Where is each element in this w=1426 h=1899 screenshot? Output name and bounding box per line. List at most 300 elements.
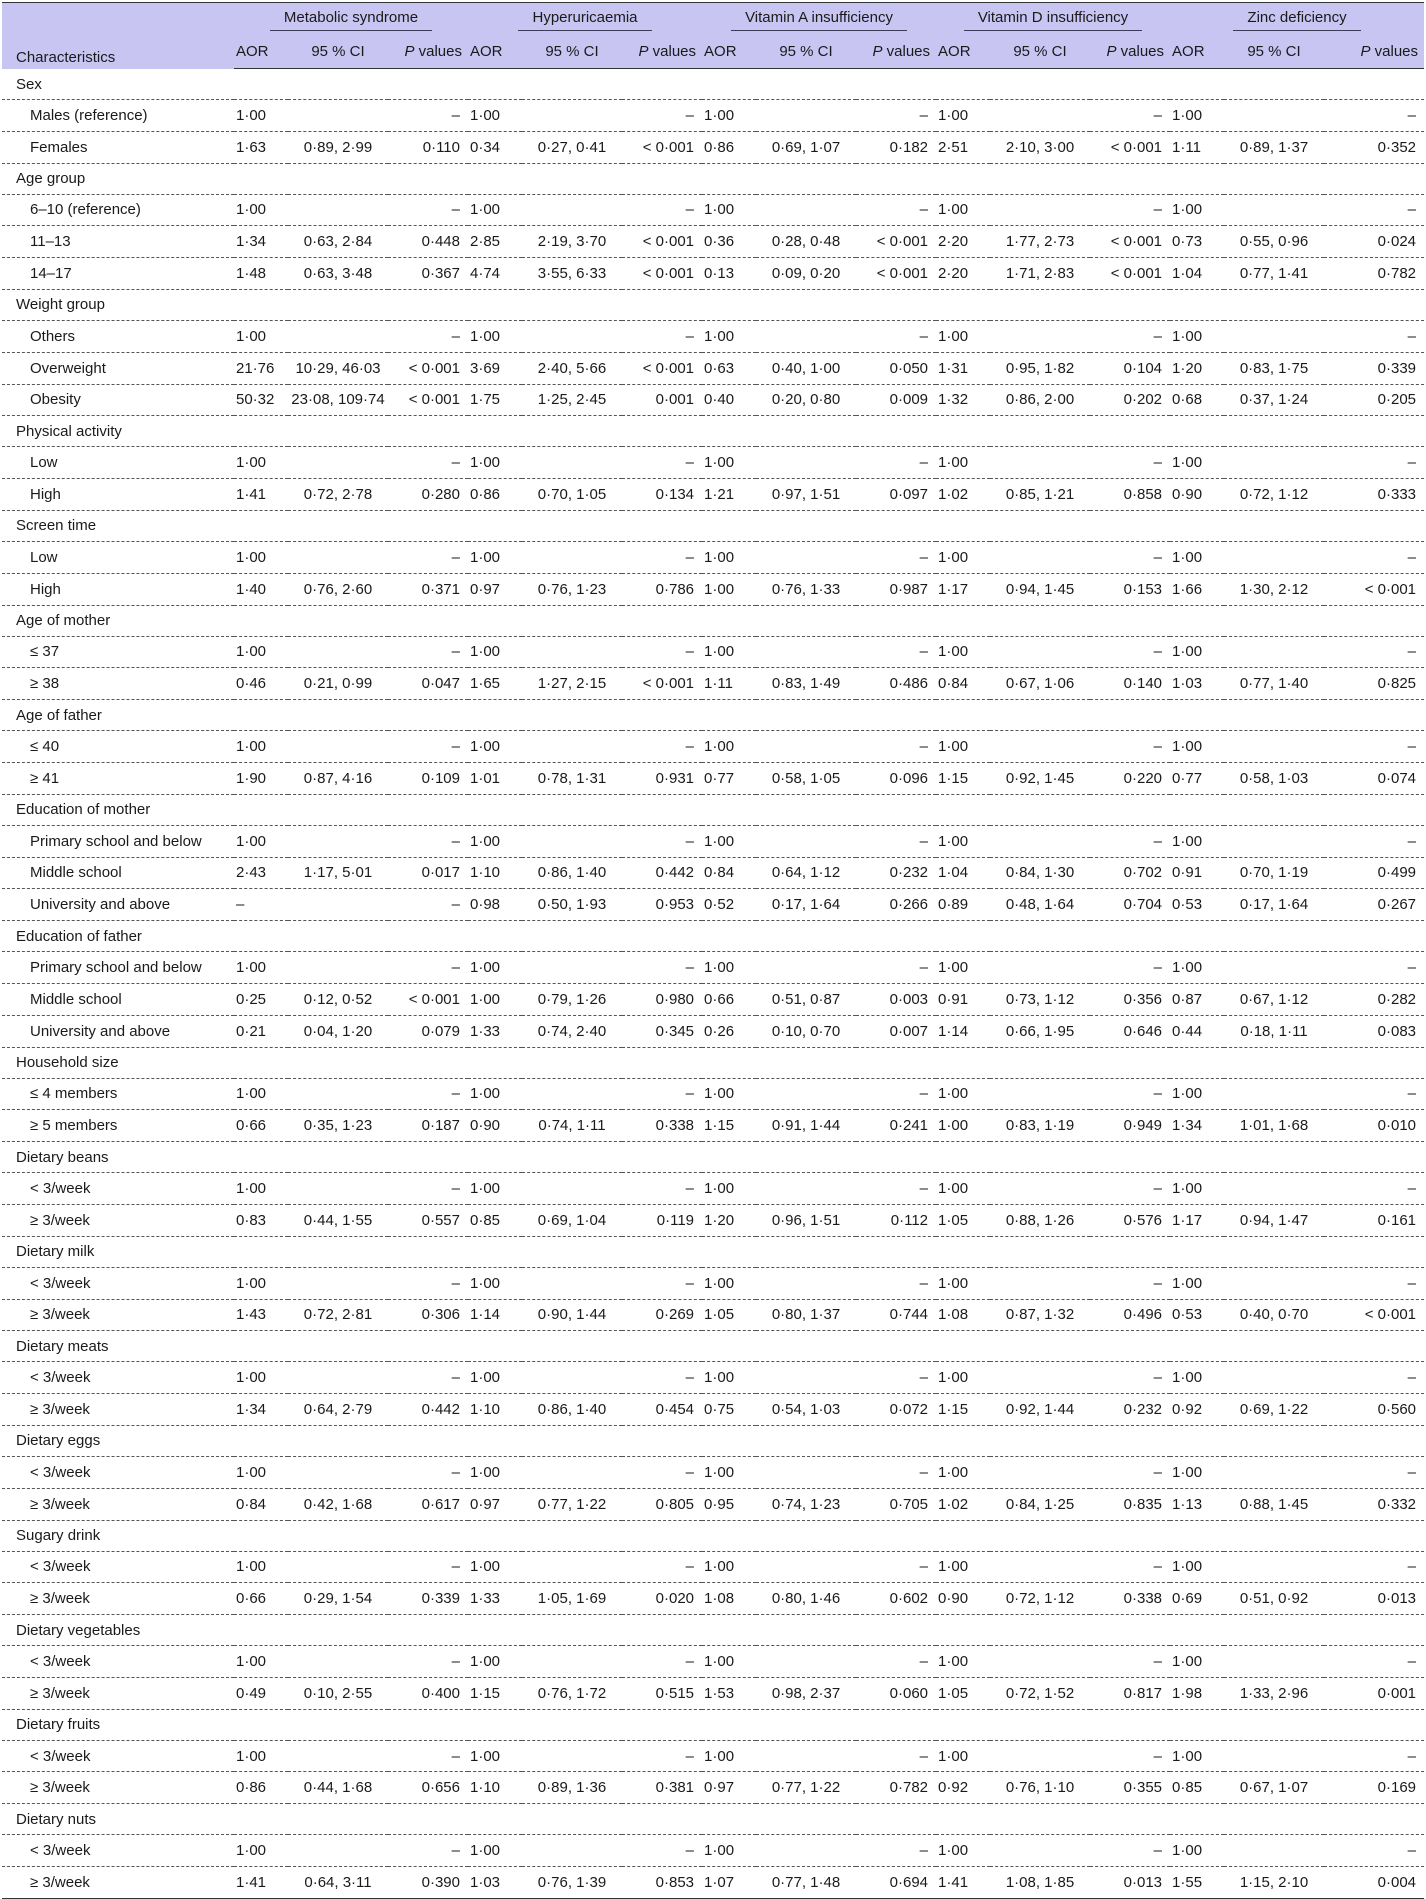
p-value-cell: – [1090,1362,1170,1394]
aor-cell: 1·00 [936,541,990,573]
p-value-cell: – [1324,825,1424,857]
p-value-cell: 0·515 [622,1677,702,1709]
ci-header: 95 % CI [756,37,856,69]
aor-cell: 1·05 [702,1299,756,1331]
ci-cell: 0·17, 1·64 [1224,889,1324,921]
aor-header: AOR [468,37,522,69]
aor-cell: 0·53 [1170,889,1224,921]
aor-cell: 1·31 [936,352,990,384]
p-value-cell: 0·454 [622,1394,702,1426]
table-row [2,320,1424,352]
category-row [2,605,1424,636]
ci-cell: 0·72, 1·12 [990,1583,1090,1615]
aor-cell: 1·15 [936,762,990,794]
aor-cell: 1·00 [1170,1456,1224,1488]
p-value-cell: 0·169 [1324,1772,1424,1804]
ci-cell: 0·67, 1·06 [990,668,1090,700]
p-value-cell: – [622,1456,702,1488]
category-row [2,700,1424,731]
p-value-cell: – [1324,636,1424,668]
aor-cell: 1·00 [702,194,756,226]
p-value-cell: 0·656 [388,1772,468,1804]
ci-cell: 0·84, 1·25 [990,1488,1090,1520]
ci-cell: 0·87, 4·16 [288,762,388,794]
ci-cell: 0·69, 1·22 [1224,1394,1324,1426]
category-row [2,794,1424,825]
row-label: ≤ 4 members [2,1078,234,1110]
aor-cell: 1·00 [234,1456,288,1488]
aor-cell: 1·00 [234,825,288,857]
ci-cell: 0·97, 1·51 [756,479,856,511]
p-value-cell: – [856,1362,936,1394]
p-value-cell: 0·220 [1090,762,1170,794]
ci-cell: 0·85, 1·21 [990,479,1090,511]
p-value-cell: – [1324,541,1424,573]
ci-cell [1224,1740,1324,1772]
ci-cell [1224,1267,1324,1299]
aor-cell: 1·41 [234,1867,288,1899]
aor-cell: 1·17 [936,573,990,605]
table-row [2,1772,1424,1804]
aor-cell: 1·00 [702,731,756,763]
aor-cell: 1·00 [234,1267,288,1299]
ci-cell: 0·18, 1·11 [1224,1015,1324,1047]
aor-cell: 0·90 [468,1110,522,1142]
ci-cell [1224,1646,1324,1678]
ci-cell [1224,952,1324,984]
p-value-cell: 0·134 [622,479,702,511]
p-value-cell: – [856,1551,936,1583]
ci-cell: 0·51, 0·87 [756,983,856,1015]
p-value-cell: – [856,1740,936,1772]
aor-cell: 1·00 [234,636,288,668]
category-label: Age of father [2,700,1424,731]
category-label: Weight group [2,289,1424,320]
p-value-cell: 0·345 [622,1015,702,1047]
aor-cell: 1·00 [702,952,756,984]
category-row [2,1047,1424,1078]
ci-cell [288,1646,388,1678]
p-value-cell: 0·371 [388,573,468,605]
p-value-cell: 0·232 [856,857,936,889]
aor-cell: 1·48 [234,258,288,290]
ci-cell: 0·09, 0·20 [756,258,856,290]
ci-cell: 0·58, 1·03 [1224,762,1324,794]
ci-cell [756,320,856,352]
p-value-cell: – [1090,1456,1170,1488]
aor-cell: 1·00 [468,1267,522,1299]
aor-cell: 1·07 [702,1867,756,1899]
aor-cell: 1·00 [702,1267,756,1299]
ci-cell [756,636,856,668]
aor-cell: 1·00 [1170,731,1224,763]
category-row [2,1142,1424,1173]
p-value-cell: – [1090,194,1170,226]
category-label: Household size [2,1047,1424,1078]
aor-cell: 1·00 [1170,320,1224,352]
ci-cell: 0·72, 1·12 [1224,479,1324,511]
ci-cell: 0·76, 1·72 [522,1677,622,1709]
aor-cell: 0·26 [702,1015,756,1047]
category-label: Physical activity [2,416,1424,447]
aor-cell: 0·69 [1170,1583,1224,1615]
aor-cell: 1·00 [1170,1362,1224,1394]
p-value-cell: 0·153 [1090,573,1170,605]
aor-cell: 0·73 [1170,226,1224,258]
row-label: High [2,573,234,605]
p-value-cell: – [622,100,702,132]
aor-cell: 1·40 [234,573,288,605]
category-row [2,289,1424,320]
p-value-cell: 0·202 [1090,384,1170,416]
p-value-cell: – [622,952,702,984]
p-value-cell: – [1324,1078,1424,1110]
table-row [2,258,1424,290]
p-value-cell: 0·096 [856,762,936,794]
aor-cell: 1·00 [468,447,522,479]
p-value-cell: – [1090,636,1170,668]
ci-cell [1224,825,1324,857]
aor-cell: 1·00 [702,1835,756,1867]
table-row [2,668,1424,700]
table-row [2,479,1424,511]
p-value-cell: – [388,1740,468,1772]
aor-cell: 0·85 [468,1204,522,1236]
p-value-cell: – [856,194,936,226]
aor-cell: 1·00 [702,1362,756,1394]
p-value-cell: 0·072 [856,1394,936,1426]
category-row [2,1425,1424,1456]
p-value-cell: 0·744 [856,1299,936,1331]
table-row [2,1394,1424,1426]
aor-cell: 1·00 [702,1173,756,1205]
aor-cell: 3·69 [468,352,522,384]
row-label: 6–10 (reference) [2,194,234,226]
ci-cell: 0·86, 2·00 [990,384,1090,416]
ci-cell: 0·37, 1·24 [1224,384,1324,416]
p-value-cell: 0·782 [856,1772,936,1804]
aor-cell: 1·75 [468,384,522,416]
ci-cell: 0·95, 1·82 [990,352,1090,384]
p-value-cell: – [856,952,936,984]
ci-cell [1224,1456,1324,1488]
aor-cell: 50·32 [234,384,288,416]
ci-cell [522,1078,622,1110]
ci-cell [288,1267,388,1299]
aor-cell: 1·11 [1170,131,1224,163]
category-row [2,1804,1424,1835]
p-value-cell: – [1090,825,1170,857]
category-row [2,163,1424,194]
ci-cell [288,1835,388,1867]
aor-cell: 1·32 [936,384,990,416]
ci-cell [990,1740,1090,1772]
p-value-cell: 0·074 [1324,762,1424,794]
category-label: Screen time [2,510,1424,541]
aor-cell: 1·15 [936,1394,990,1426]
aor-cell: 1·00 [702,573,756,605]
row-label: < 3/week [2,1740,234,1772]
ci-cell [288,1456,388,1488]
p-values-header [1324,37,1424,69]
p-italic: P [404,42,415,60]
p-value-cell: – [622,320,702,352]
p-value-cell: – [622,1835,702,1867]
aor-cell: 1·66 [1170,573,1224,605]
p-value-cell: – [622,1646,702,1678]
ci-cell: 0·79, 1·26 [522,983,622,1015]
p-value-cell: < 0·001 [622,668,702,700]
aor-cell: 2·85 [468,226,522,258]
aor-cell: 1·00 [936,1551,990,1583]
aor-cell: 1·15 [702,1110,756,1142]
ci-cell: 0·86, 1·40 [522,1394,622,1426]
ci-cell [522,541,622,573]
p-value-cell: – [856,100,936,132]
ci-cell [1224,1551,1324,1583]
ci-cell: 0·76, 1·10 [990,1772,1090,1804]
row-label: Primary school and below [2,952,234,984]
row-label: ≥ 41 [2,762,234,794]
aor-cell: 1·00 [234,1362,288,1394]
row-label: < 3/week [2,1646,234,1678]
aor-cell: 1·41 [936,1867,990,1899]
ci-cell [522,1740,622,1772]
p-value-cell: – [388,1362,468,1394]
ci-cell: 3·55, 6·33 [522,258,622,290]
aor-cell: 2·51 [936,131,990,163]
p-value-cell: 0·267 [1324,889,1424,921]
aor-cell: 0·77 [1170,762,1224,794]
p-value-cell: 0·282 [1324,983,1424,1015]
p-value-cell: – [622,1267,702,1299]
p-value-cell: 0·182 [856,131,936,163]
aor-cell: 0·84 [702,857,756,889]
ci-cell: 0·54, 1·03 [756,1394,856,1426]
aor-cell: 1·00 [234,447,288,479]
table-row [2,1173,1424,1205]
ci-cell: 0·70, 1·19 [1224,857,1324,889]
aor-cell: 1·00 [702,1456,756,1488]
ci-cell [522,825,622,857]
ci-cell: 0·69, 1·07 [756,131,856,163]
aor-cell: 1·00 [1170,447,1224,479]
aor-cell: 1·00 [234,1740,288,1772]
ci-cell: 0·28, 0·48 [756,226,856,258]
p-value-cell: 0·007 [856,1015,936,1047]
row-label: < 3/week [2,1456,234,1488]
p-value-cell: 0·001 [622,384,702,416]
aor-cell: 1·98 [1170,1677,1224,1709]
ci-cell: 0·96, 1·51 [756,1204,856,1236]
ci-cell: 0·27, 0·41 [522,131,622,163]
aor-cell: 1·03 [468,1867,522,1899]
ci-cell: 1·08, 1·85 [990,1867,1090,1899]
aor-cell: 1·00 [1170,636,1224,668]
ci-cell: 0·92, 1·44 [990,1394,1090,1426]
aor-cell: 0·84 [936,668,990,700]
p-value-cell: 0·013 [1090,1867,1170,1899]
aor-cell: 1·00 [936,100,990,132]
ci-cell: 0·76, 1·23 [522,573,622,605]
p-value-cell: – [856,1078,936,1110]
table-row [2,1362,1424,1394]
ci-cell: 1·15, 2·10 [1224,1867,1324,1899]
ci-cell [522,320,622,352]
row-label: < 3/week [2,1551,234,1583]
row-label: 11–13 [2,226,234,258]
ci-cell [756,1456,856,1488]
ci-cell: 1·05, 1·69 [522,1583,622,1615]
aor-cell: 1·00 [1170,1173,1224,1205]
row-label: Females [2,131,234,163]
ci-cell: 0·48, 1·64 [990,889,1090,921]
ci-cell: 0·74, 1·11 [522,1110,622,1142]
aor-cell: 1·00 [936,1835,990,1867]
ci-cell: 0·86, 1·40 [522,857,622,889]
p-value-cell: – [1324,1740,1424,1772]
ci-cell [1224,1835,1324,1867]
ci-cell [756,1835,856,1867]
row-label: ≥ 3/week [2,1299,234,1331]
ci-cell [288,825,388,857]
aor-cell: 1·34 [1170,1110,1224,1142]
row-label: Others [2,320,234,352]
p-value-cell: 0·060 [856,1677,936,1709]
ci-cell: 0·12, 0·52 [288,983,388,1015]
aor-cell: 1·00 [936,1456,990,1488]
ci-cell: 0·76, 1·39 [522,1867,622,1899]
p-value-cell: – [388,1173,468,1205]
row-label: Primary school and below [2,825,234,857]
ci-cell [990,1362,1090,1394]
ci-cell: 0·94, 1·45 [990,573,1090,605]
ci-cell: 1·33, 2·96 [1224,1677,1324,1709]
p-value-cell: 0·805 [622,1488,702,1520]
aor-cell: 1·00 [468,1646,522,1678]
aor-cell: 1·00 [468,1835,522,1867]
ci-cell [756,194,856,226]
ci-cell: 0·64, 2·79 [288,1394,388,1426]
group-header-label: Zinc deficiency [1233,9,1360,31]
ci-cell: 0·77, 1·48 [756,1867,856,1899]
row-label: ≥ 38 [2,668,234,700]
p-value-cell: – [1090,1173,1170,1205]
category-label: Dietary meats [2,1331,1424,1362]
ci-cell: 0·40, 0·70 [1224,1299,1324,1331]
group-header-metabolic-syndrome [234,3,468,38]
table-row [2,1488,1424,1520]
aor-cell: 1·90 [234,762,288,794]
p-value-cell: 0·280 [388,479,468,511]
p-value-cell: 0·953 [622,889,702,921]
p-value-cell: – [1324,1646,1424,1678]
row-label: ≤ 40 [2,731,234,763]
row-label: ≥ 3/week [2,1772,234,1804]
ci-cell [1224,636,1324,668]
aor-cell: 1·00 [468,1740,522,1772]
table-row [2,952,1424,984]
table-row [2,889,1424,921]
ci-header: 95 % CI [288,37,388,69]
p-value-cell: 0·381 [622,1772,702,1804]
p-value-cell: – [1324,194,1424,226]
aor-cell: 0·89 [936,889,990,921]
aor-cell: 0·91 [1170,857,1224,889]
p-value-cell: < 0·001 [622,131,702,163]
row-label: ≥ 3/week [2,1204,234,1236]
ci-cell: 0·29, 1·54 [288,1583,388,1615]
aor-header: AOR [936,37,990,69]
aor-cell: 1·17 [1170,1204,1224,1236]
table-row [2,100,1424,132]
ci-cell: 0·83, 1·75 [1224,352,1324,384]
ci-cell: 0·63, 3·48 [288,258,388,290]
p-value-cell: – [622,636,702,668]
row-label: ≤ 37 [2,636,234,668]
p-value-cell: – [856,541,936,573]
ci-cell [1224,1173,1324,1205]
p-value-cell: – [622,1173,702,1205]
aor-cell: 1·00 [468,194,522,226]
p-value-cell: 0·338 [1090,1583,1170,1615]
p-value-cell: – [622,1551,702,1583]
ci-cell: 0·63, 2·84 [288,226,388,258]
aor-cell: 1·00 [468,825,522,857]
aor-cell: 1·55 [1170,1867,1224,1899]
p-value-cell: 0·486 [856,668,936,700]
aor-cell: 1·33 [468,1015,522,1047]
ci-cell: 0·80, 1·37 [756,1299,856,1331]
row-label: Low [2,541,234,573]
aor-cell: 1·00 [1170,825,1224,857]
p-value-cell: 0·835 [1090,1488,1170,1520]
p-value-cell: – [1090,1078,1170,1110]
p-value-cell: 0·400 [388,1677,468,1709]
aor-cell: 1·00 [1170,100,1224,132]
header-group-row [2,3,1424,38]
ci-cell [522,1456,622,1488]
p-values-word: values [648,42,697,60]
ci-cell [756,952,856,984]
p-value-cell: – [388,1456,468,1488]
aor-cell: 1·10 [468,1772,522,1804]
p-value-cell: 0·442 [622,857,702,889]
aor-cell: 1·00 [1170,1551,1224,1583]
aor-cell: 1·00 [468,983,522,1015]
aor-cell: 0·90 [1170,479,1224,511]
p-value-cell: – [1090,447,1170,479]
ci-cell [522,447,622,479]
aor-cell: 0·85 [1170,1772,1224,1804]
aor-cell: 1·00 [702,100,756,132]
ci-cell: 23·08, 109·74 [288,384,388,416]
p-value-cell: – [1324,1267,1424,1299]
aor-cell: 0·13 [702,258,756,290]
aor-cell: 1·00 [936,1740,990,1772]
p-value-cell: – [856,825,936,857]
table-row [2,762,1424,794]
p-value-cell: – [1324,1551,1424,1583]
table-row [2,983,1424,1015]
ci-cell: 0·51, 0·92 [1224,1583,1324,1615]
ci-cell [990,952,1090,984]
group-header-label: Vitamin A insufficiency [731,9,907,31]
aor-cell: – [234,889,288,921]
ci-header: 95 % CI [1224,37,1324,69]
p-value-cell: 0·097 [856,479,936,511]
category-row [2,416,1424,447]
